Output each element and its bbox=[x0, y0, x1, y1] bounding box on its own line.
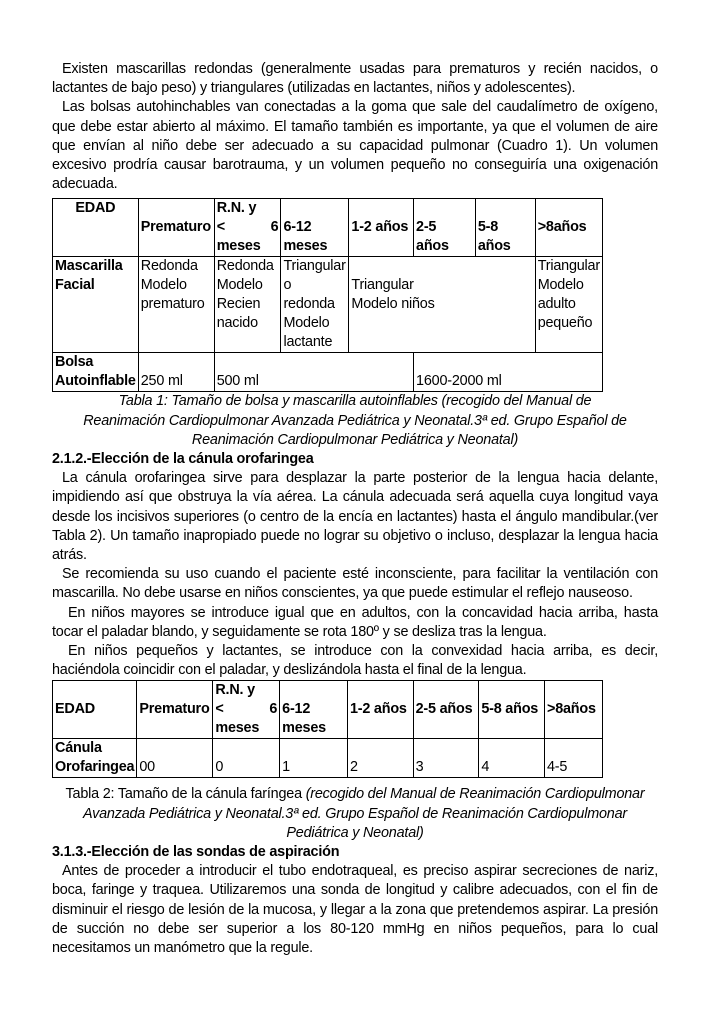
cell-mascarilla-prematuro: Redonda Modelo prematuro bbox=[138, 257, 214, 353]
cell-bolsa-500: 500 ml bbox=[214, 353, 413, 392]
cell-canula-rn: 0 bbox=[213, 739, 280, 778]
canula-paragraph-4: En niños pequeños y lactantes, se introduce con la convexidad hacia arriba, es decir, haciéndola coincidir con el paladar, y deslizándola hasta el final de la lengua. bbox=[52, 643, 658, 679]
row-label-mascarilla: Mascarilla Facial bbox=[53, 257, 139, 353]
document-page bbox=[52, 60, 658, 958]
header-rn-line1: R.N. y bbox=[216, 200, 257, 217]
cell-canula-1-2: 2 bbox=[347, 739, 413, 778]
cell-mascarilla-ninos: Triangular Modelo niños bbox=[349, 257, 535, 353]
cell-mascarilla-8: Triangular Modelo adulto pequeño bbox=[535, 257, 602, 353]
canula-paragraph-3: En niños mayores se introduce igual que en adultos, con la concavidad hacia arriba, hasta tocar el paladar blando, y seguidamente se rota 180º y se desliza tras la lengua. bbox=[52, 604, 658, 640]
table-1-caption: Tabla 1: Tamaño de bolsa y mascarilla autoinflables (recogido del Manual de Reanimación Cardiopulmonar Avanzada Pediátrica y Neonatal.3ª ed. Grupo Español de Reanimación Cardiopulmonar Pediátrica y Neonatal) bbox=[83, 393, 627, 448]
header-edad: EDAD bbox=[53, 199, 139, 257]
header-prematuro: Prematuro bbox=[138, 199, 214, 257]
header-rn-line2: < 6 bbox=[215, 701, 278, 718]
table-header-row bbox=[53, 681, 603, 739]
header-1-2: 1-2 años bbox=[347, 681, 413, 739]
cell-canula-8: 4-5 bbox=[545, 739, 603, 778]
header-rn-line1: R.N. y bbox=[215, 682, 255, 699]
sondas-paragraph-1: Antes de proceder a introducir el tubo endotraqueal, es preciso aspirar secreciones de nariz, boca, faringe y traquea. Utilizaremos una sonda de longitud y calibre adecuados, con el fin de disminuir el riesgo de lesión de la mucosa, y llegar a la zona que pretendemos aspirar. La presión de succión no debe ser superior a los 80-120 mmHg en niños pequeños, para lo cual necesitamos un manómetro que la regule. bbox=[52, 863, 658, 957]
header-rn-line2: < 6 bbox=[216, 219, 279, 236]
canula-size-table bbox=[52, 680, 603, 778]
header-5-8: 5-8 años bbox=[479, 681, 545, 739]
cell-mascarilla-rn: Redonda Modelo Recien nacido bbox=[214, 257, 281, 353]
cell-bolsa-1600: 1600-2000 ml bbox=[414, 353, 603, 392]
table-header-row bbox=[53, 199, 603, 257]
header-prematuro: Prematuro bbox=[137, 681, 213, 739]
row-label-bolsa: Bolsa Autoinflable bbox=[53, 353, 139, 392]
table-2-caption: Tabla 2: Tamaño de la cánula faríngea (recogido del Manual de Reanimación Cardiopulmonar Avanzada Pediátrica y Neonatal.3ª ed. Grupo Español de Reanimación Cardiopulmonar Pediátrica y Neonatal) bbox=[65, 786, 645, 841]
cell-canula-prematuro: 00 bbox=[137, 739, 213, 778]
intro-paragraph-1: Existen mascarillas redondas (generalmente usadas para prematuros y recién nacidos, o lactantes de bajo peso) y triangulares (utilizadas en lactantes, niños y adolescentes). bbox=[52, 61, 658, 97]
table-row bbox=[53, 739, 603, 778]
cell-bolsa-250: 250 ml bbox=[138, 353, 214, 392]
cell-canula-6-12: 1 bbox=[280, 739, 348, 778]
cell-canula-2-5: 3 bbox=[413, 739, 479, 778]
section-heading-sondas: 3.1.3.-Elección de las sondas de aspiración bbox=[52, 844, 340, 861]
canula-paragraph-2: Se recomienda su uso cuando el paciente esté inconsciente, para facilitar la ventilación con mascarilla. No debe usarse en niños conscientes, ya que puede estimular el reflejo nauseoso. bbox=[52, 566, 658, 602]
header-8: >8años bbox=[535, 199, 602, 257]
header-6-12: 6-12 meses bbox=[281, 199, 349, 257]
header-8: >8años bbox=[545, 681, 603, 739]
canula-paragraph-1: La cánula orofaringea sirve para desplazar la parte posterior de la lengua hacia delante, impidiendo así que obstruya la vía aérea. La cánula adecuada será aquella cuya longitud vaya desde los incisivos superiores (o centro de la encía en lactantes) hasta el ángulo mandibular.(ver Tabla 2). Un tamaño inapropiado puede no lograr su objetivo o incluso, desplazar la lengua hacia atrás. bbox=[52, 470, 658, 564]
header-6-12: 6-12 meses bbox=[280, 681, 348, 739]
header-5-8: 5-8 años bbox=[475, 199, 535, 257]
cell-canula-5-8: 4 bbox=[479, 739, 545, 778]
section-heading-canula: 2.1.2.-Elección de la cánula orofaringea bbox=[52, 451, 314, 468]
table-row bbox=[53, 257, 603, 353]
cell-mascarilla-6-12: Triangular o redonda Modelo lactante bbox=[281, 257, 349, 353]
row-label-canula: Cánula Orofaringea bbox=[53, 739, 137, 778]
header-2-5: 2-5 años bbox=[413, 681, 479, 739]
header-2-5: 2-5 años bbox=[414, 199, 476, 257]
header-rn bbox=[214, 199, 281, 257]
intro-paragraph-2: Las bolsas autohinchables van conectadas a la goma que sale del caudalímetro de oxígeno, que debe estar abierto al máximo. El tamaño también es importante, ya que el volumen de aire que envían al niño debe ser adecuado a su capacidad pulmonar (Cuadro 1). Un volumen excesivo prodría causar barotrauma, y un volumen pequeño no conseguiría una oxigenación adecuada. bbox=[52, 99, 658, 193]
header-edad: EDAD bbox=[53, 681, 137, 739]
header-rn bbox=[213, 681, 280, 739]
table-row bbox=[53, 353, 603, 392]
mask-bag-size-table bbox=[52, 198, 603, 392]
header-1-2: 1-2 años bbox=[349, 199, 414, 257]
header-rn-line3: meses bbox=[216, 238, 261, 255]
header-rn-line3: meses bbox=[215, 720, 260, 737]
